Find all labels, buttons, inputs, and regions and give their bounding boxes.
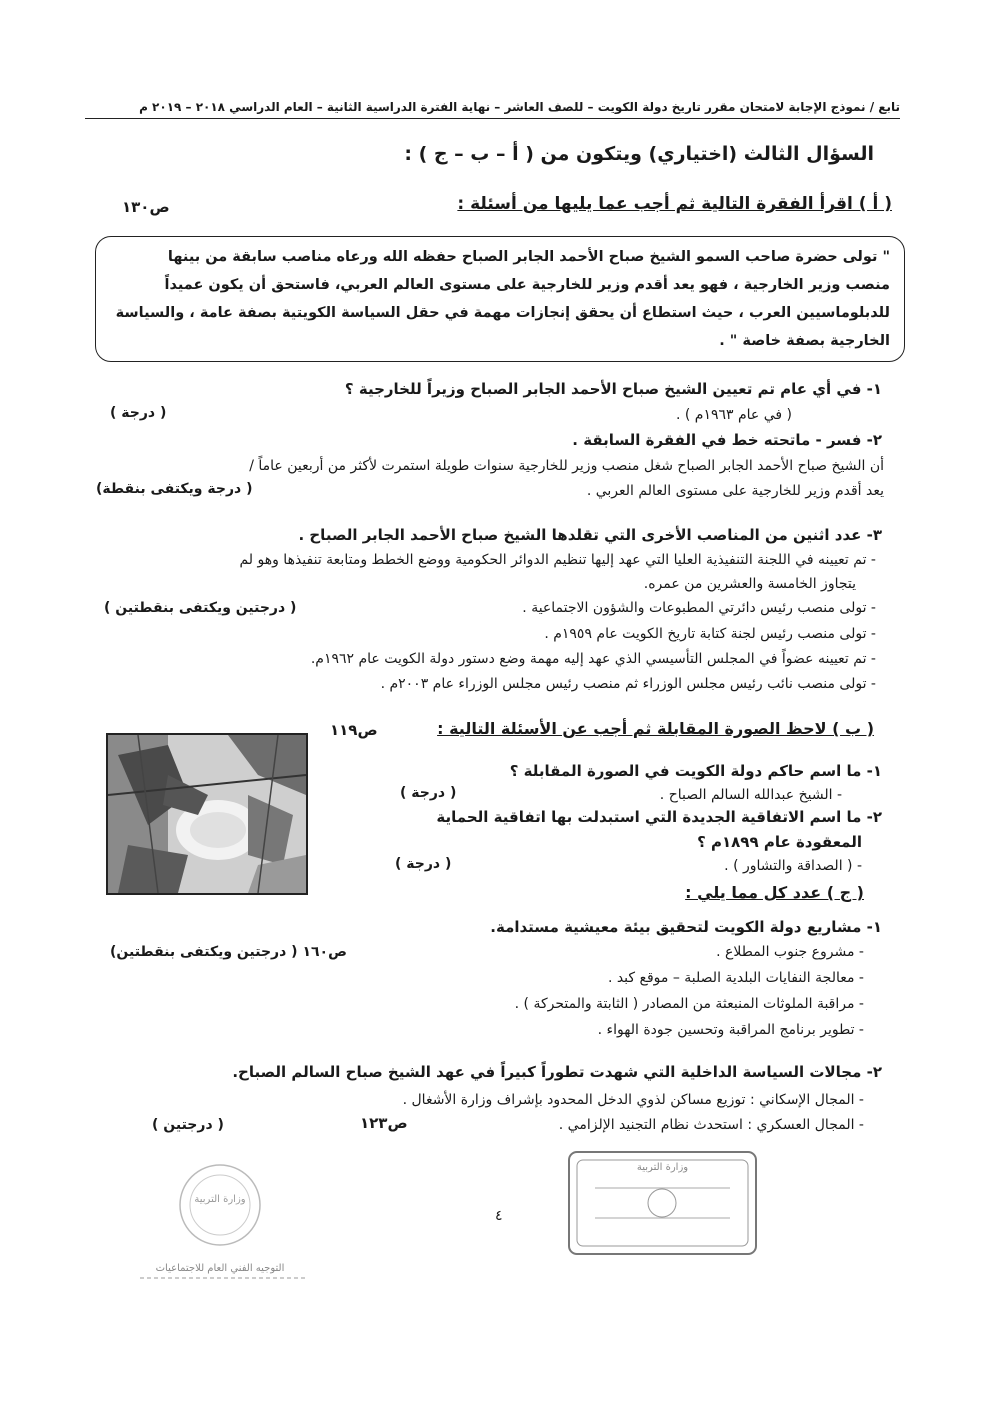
section-b-title: ( ب ) لاحظ الصورة المقابلة ثم أجب عن الأسئلة التالية : (437, 719, 874, 738)
c-page-mark-1: ص١٦٠ ( درجتين ويكتفى بنقطتين) (110, 944, 347, 960)
official-stamp-left (120, 1150, 320, 1290)
list-item: - المجال الإسكاني : توزيع مساكن لذوي الدخل المحدود بإشراف وزارة الأشغال . (402, 1092, 864, 1108)
section-a-title: ( أ ) اقرأ الفقرة التالية ثم أجب عما يليها من أسئلة : (457, 194, 892, 214)
section-c-title: ( ج ) عدد كل مما يلي : (685, 883, 864, 902)
seal-text: وزارة التربية (194, 1194, 246, 1205)
official-stamp-right (565, 1148, 760, 1258)
list-item: - تولى منصب نائب رئيس مجلس الوزراء ثم منصب رئيس مجلس الوزراء عام ٢٠٠٣م . (380, 676, 876, 692)
list-item: - المجال العسكري : استحدث نظام التجنيد الإلزامي . (558, 1117, 864, 1133)
list-item: - مراقبة الملوثات المنبعثة من المصادر ( الثابتة والمتحركة ) . (514, 996, 864, 1012)
seal-caption: التوجيه الفني العام للاجتماعيات (155, 1263, 285, 1274)
b-mark-1: ( درجة ) (400, 785, 457, 801)
passage-line: الخارجية بصفة خاصة " . (719, 333, 890, 349)
passage-line: للدبلوماسيين العرب ، حيث استطاع أن يحقق إنجازات مهمة في حقل السياسة الكويتية بصفة عامة ، والسياسة (115, 305, 890, 321)
stamp-right-text: وزارة التربية (636, 1162, 689, 1173)
a-mark-1: ( درجة ) (110, 405, 167, 421)
list-item: - مشروع جنوب المطلاع . (716, 944, 864, 960)
list-item: - تم تعيينه عضواً في المجلس التأسيسي الذي عهد إليه مهمة وضع دستور دولة الكويت عام ١٩٦٢م. (310, 651, 876, 667)
a-answer-1: ( في عام ١٩٦٣م ) . (675, 407, 792, 423)
b-answer-2: - ( الصداقة والتشاور ) . (724, 858, 862, 874)
a-question-2: ٢- فسر - ماتحته خط في الفقرة السابقة . (572, 431, 882, 449)
list-item: - تولى منصب رئيس دائرتي المطبوعات والشؤون الاجتماعية . (522, 600, 876, 616)
c-question-1: ١- مشاريع دولة الكويت لتحقيق بيئة معيشية مستدامة. (490, 918, 882, 936)
b-question-2-line1: ٢- ما اسم الاتفاقية الجديدة التي استبدلت بها اتفاقية الحماية (436, 808, 882, 826)
a-question-3: ٣- عدد اثنين من المناصب الأخرى التي تقلدها الشيخ صباح الأحمد الجابر الصباح . (298, 526, 882, 544)
list-item: - تولى منصب رئيس لجنة كتابة تاريخ الكويت عام ١٩٥٩م . (544, 626, 876, 642)
passage-line: منصب وزير الخارجية ، فهو يعد أقدم وزير للخارجية على مستوى العالم العربي، فاستحق أن يكون عميداً (164, 277, 890, 293)
section-a-page-ref: ص١٣٠ (122, 198, 170, 216)
c-question-2: ٢- مجالات السياسة الداخلية التي شهدت تطوراً كبيراً في عهد الشيخ صباح السالم الصباح. (232, 1063, 882, 1081)
a-question-1: ١- في أي عام تم تعيين الشيخ صباح الأحمد الجابر الصباح وزيراً للخارجية ؟ (344, 380, 882, 398)
c-mark-2: ( درجتين ) (152, 1117, 224, 1133)
passage-line: " تولى حضرة صاحب السمو الشيخ صباح الأحمد الجابر الصباح حفظه الله ورعاه مناصب سابقة من بينها (167, 249, 890, 265)
b-answer-1: - الشيخ عبدالله السالم الصباح . (659, 787, 842, 803)
section-b-page-ref: ص١١٩ (330, 721, 378, 739)
a-answer-2-line1: أن الشيخ صباح الأحمد الجابر الصباح شغل منصب وزير للخارجية سنوات طويلة استمرت لأكثر من أربعين عاماً / (249, 458, 884, 474)
b-question-2-line2: المعقودة عام ١٨٩٩م ؟ (697, 833, 862, 851)
passage-box (95, 236, 905, 362)
c-page-ref-2: ص١٢٣ (360, 1114, 408, 1132)
ruler-photo (106, 733, 308, 895)
question-3-title: السؤال الثالث (اختياري) ويتكون من ( أ – ب – ج ) : (404, 143, 874, 165)
photo-illustration (108, 735, 306, 893)
list-item: - تم تعيينه في اللجنة التنفيذية العليا التي عهد إليها تنظيم الدوائر الحكومية ووضع الخطط ومتابعة تنفيذها وهو لم (239, 552, 876, 568)
page-number: ٤ (495, 1208, 503, 1224)
a-answer-2-line2: يعد أقدم وزير للخارجية على مستوى العالم العربي . (586, 483, 884, 499)
page-header: تابع / نموذج الإجابة لامتحان مقرر تاريخ دولة الكويت – للصف العاشر – نهاية الفترة الدراسية الثانية – العام الدراسي ٢٠١٨ – ٢٠١٩ م (85, 96, 900, 119)
list-item: يتجاوز الخامسة والعشرين من عمره. (643, 576, 856, 592)
list-item: - تطوير برنامج المراقبة وتحسين جودة الهواء . (597, 1022, 864, 1038)
b-mark-2: ( درجة ) (395, 856, 452, 872)
a-mark-2: ( درجة ويكتفى بنقطة) (96, 481, 253, 497)
b-question-1: ١- ما اسم حاكم دولة الكويت في الصورة المقابلة ؟ (509, 762, 882, 780)
a-mark-3: ( درجتين ويكتفى بنقطتين ) (104, 600, 297, 616)
list-item: - معالجة النفايات البلدية الصلبة – موقع كبد . (607, 970, 864, 986)
